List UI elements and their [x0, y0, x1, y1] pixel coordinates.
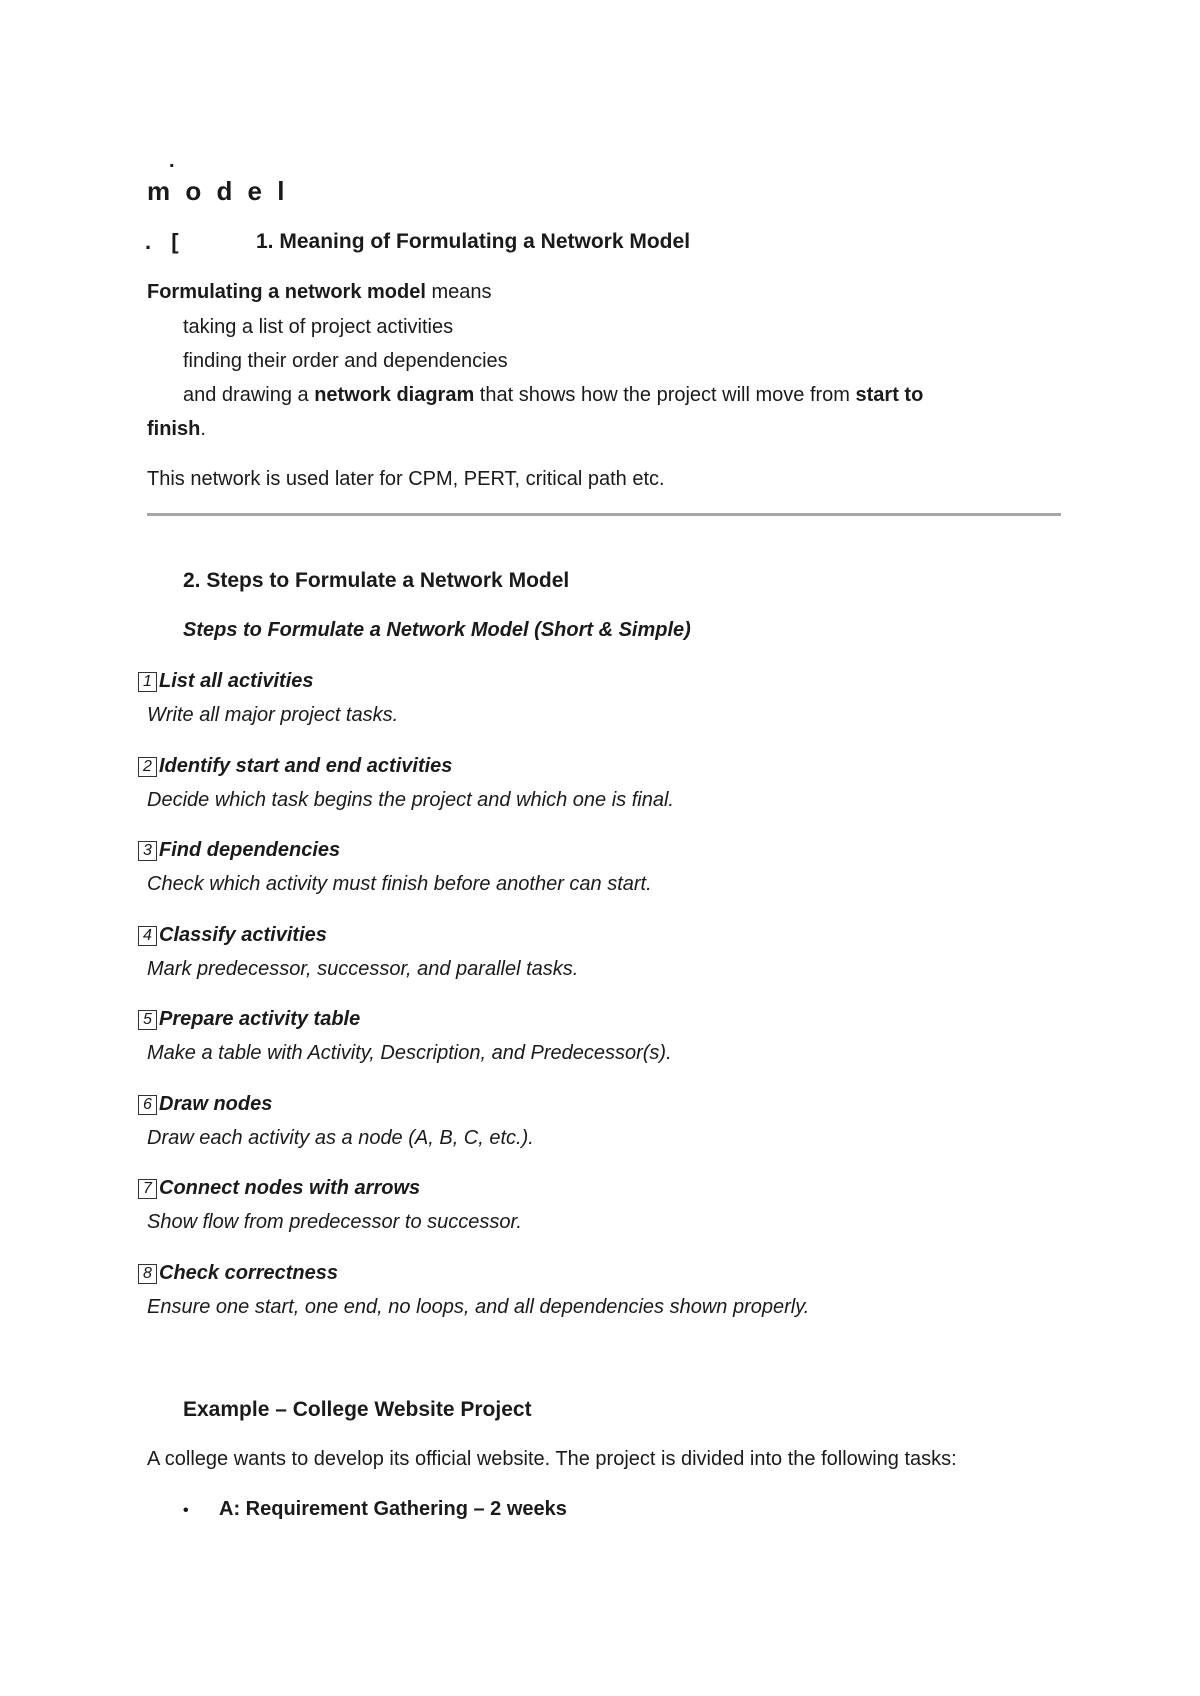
step-title: [138, 1177, 420, 1200]
section2-heading: 2. Steps to Formulate a Network Model: [183, 569, 570, 592]
step-description: Check which activity must finish before another can start.: [147, 873, 652, 895]
step-number-badge: 6: [138, 1095, 157, 1115]
step-number-badge: 4: [138, 926, 157, 946]
lead-rest: means: [425, 281, 492, 303]
meaning-note: This network is used later for CPM, PERT, critical path etc.: [147, 468, 665, 490]
step-title-text: Classify activities: [159, 923, 327, 946]
example-intro: A college wants to develop its official website. The project is divided into the following tasks:: [147, 1448, 957, 1470]
step-description: Make a table with Activity, Description, and Predecessor(s).: [147, 1042, 672, 1064]
meaning-line-2: finding their order and dependencies: [183, 350, 508, 372]
step-number-badge: 3: [138, 841, 157, 861]
step-description: Write all major project tasks.: [147, 704, 399, 726]
example-item: [183, 1498, 567, 1521]
step-title: [138, 924, 327, 947]
meaning-lead: [147, 281, 492, 304]
stray-dot: .: [169, 150, 175, 172]
step-title-text: Prepare activity table: [159, 1008, 361, 1030]
step-description: Mark predecessor, successor, and parallel tasks.: [147, 957, 579, 980]
line4-rest: .: [200, 418, 206, 440]
meaning-line-4: [147, 418, 206, 441]
step-description: Decide which task begins the project and which one is final.: [147, 788, 674, 811]
model-word: m o d e l: [147, 176, 289, 206]
lead-bold: Formulating a network model: [147, 281, 426, 303]
example-item-text: A: Requirement Gathering – 2 weeks: [219, 1498, 567, 1520]
step-number-badge: 7: [138, 1179, 157, 1199]
step-number-badge: 2: [138, 757, 157, 777]
bullet-icon: •: [183, 1502, 189, 1519]
heading-prefix: . [: [145, 229, 179, 254]
step-title-text: Check correctness: [159, 1261, 338, 1284]
steps-subheading: Steps to Formulate a Network Model (Short & Simple): [183, 619, 691, 641]
horizontal-rule: [147, 513, 1061, 516]
step-title: [138, 670, 314, 693]
line3-bold2: start to: [855, 384, 924, 406]
step-number-badge: 1: [138, 672, 157, 692]
step-title-text: Connect nodes with arrows: [159, 1177, 421, 1199]
line3-b: that shows how the project will move from: [474, 384, 856, 406]
step-number-badge: 8: [138, 1264, 157, 1284]
step-title-text: Find dependencies: [159, 839, 341, 861]
step-number-badge: 5: [138, 1010, 157, 1030]
step-title: [138, 755, 452, 778]
meaning-line-3: [183, 384, 923, 407]
line3-bold: network diagram: [314, 384, 475, 406]
line4-bold: finish: [147, 418, 201, 440]
step-title: [138, 1008, 360, 1031]
step-title: [138, 1262, 338, 1285]
step-title: [138, 839, 340, 862]
section1-heading: 1. Meaning of Formulating a Network Model: [256, 230, 691, 253]
meaning-line-1: taking a list of project activities: [183, 316, 454, 338]
step-title-text: List all activities: [159, 670, 314, 692]
step-title-text: Identify start and end activities: [159, 754, 453, 777]
step-description: Draw each activity as a node (A, B, C, etc.).: [147, 1126, 534, 1149]
line3-a: and drawing a: [183, 384, 315, 406]
step-title: [138, 1093, 272, 1116]
example-heading: Example – College Website Project: [183, 1398, 532, 1421]
step-description: Show flow from predecessor to successor.: [147, 1211, 522, 1233]
step-title-text: Draw nodes: [159, 1092, 273, 1115]
step-description: Ensure one start, one end, no loops, and all dependencies shown properly.: [147, 1295, 810, 1318]
